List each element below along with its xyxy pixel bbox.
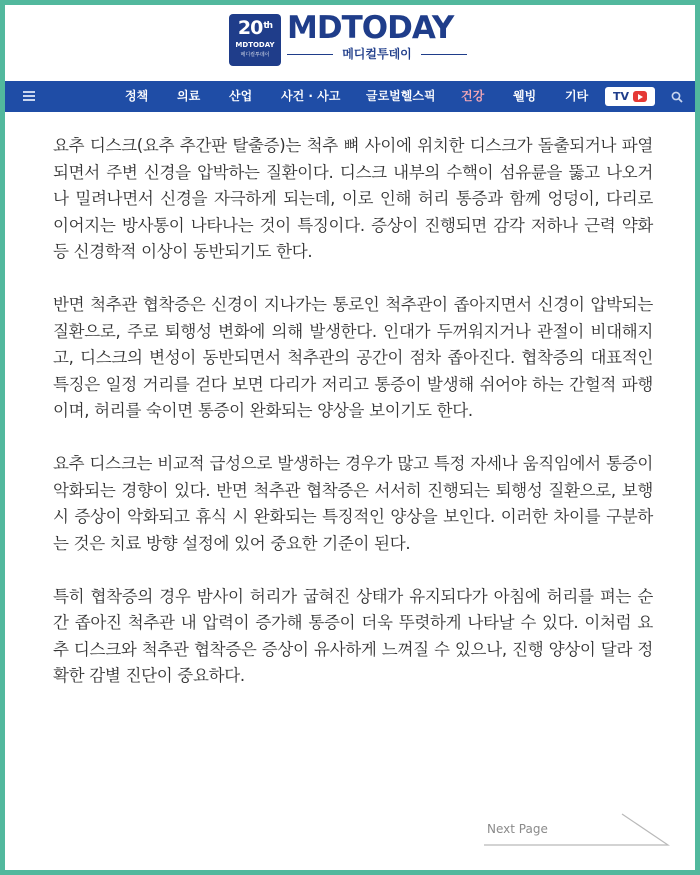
article-body — [53, 133, 653, 716]
tv-label: TV — [613, 90, 630, 103]
site-logo[interactable]: MDTODAY — [287, 10, 454, 46]
nav-item-wellbeing[interactable]: 웰빙 — [513, 89, 537, 103]
nav-item-health[interactable]: 건강 — [461, 89, 485, 103]
main-nav — [5, 81, 695, 112]
nav-item-industry[interactable]: 산업 — [229, 89, 253, 103]
tagline-divider-right — [421, 54, 467, 55]
article-paragraph: 요추 디스크(요추 추간판 탈출증)는 척추 뼈 사이에 위치한 디스크가 돌출되거나 파열되면서 주변 신경을 압박하는 질환이다. 디스크 내부의 수핵이 섬유륜을 뚫고 나오거나 밀려나면서 신경을 자극하게 되는데, 이로 인해 허리 통증과 함께 엉덩이, 다리로 이어지는 방사통이 나타나는 것이 특징이다. 증상이 진행되면 감각 저하나 근력 약화 등 신경학적 이상이 동반되기도 한다. — [53, 136, 653, 261]
next-page-link[interactable]: Next Page — [487, 822, 548, 836]
nav-item-etc[interactable]: 기타 — [565, 89, 589, 103]
badge-number: 20th — [237, 17, 273, 39]
tv-button[interactable] — [605, 87, 655, 106]
nav-item-medical[interactable]: 의료 — [177, 89, 201, 103]
site-tagline-row — [287, 46, 467, 62]
article-paragraph: 요추 디스크는 비교적 급성으로 발생하는 경우가 많고 특정 자세나 움직임에서 통증이 악화되는 경향이 있다. 반면 척추관 협착증은 서서히 진행되는 퇴행성 질환으로, 보행 시 증상이 악화되고 휴식 시 완화되는 특징적인 양상을 보인다. 이러한 차이를 구분하는 것은 치료 방향 설정에 있어 중요한 기준이 된다. — [53, 454, 653, 553]
play-icon — [633, 91, 647, 102]
site-header — [0, 0, 690, 76]
hamburger-icon[interactable] — [23, 91, 35, 101]
badge-text: MDTODAY — [235, 41, 275, 49]
site-tagline: 메디컬투데이 — [342, 47, 412, 61]
tagline-divider-left — [287, 54, 333, 55]
nav-item-incidents[interactable]: 사건 · 사고 — [281, 89, 341, 103]
next-page-arrow-icon[interactable] — [484, 812, 674, 848]
nav-item-policy[interactable]: 정책 — [125, 89, 149, 103]
article-paragraph: 특히 협착증의 경우 밤사이 허리가 굽혀진 상태가 유지되다가 아침에 허리를 펴는 순간 좁아진 척추관 내 압력이 증가해 통증이 더욱 뚜렷하게 나타날 수 있다. 이처럼 요추 디스크와 척추관 협착증은 증상이 유사하게 느껴질 수 있으나, 진행 양상이 달라 정확한 감별 진단이 중요하다. — [53, 586, 653, 685]
anniversary-badge[interactable] — [229, 14, 281, 66]
badge-subtext: 메디컬투데이 — [240, 52, 270, 58]
nav-item-global-health[interactable]: 글로벌헬스픽 — [366, 89, 436, 103]
search-icon[interactable] — [671, 91, 683, 103]
article-paragraph: 반면 척추관 협착증은 신경이 지나가는 통로인 척추관이 좁아지면서 신경이 압박되는 질환으로, 주로 퇴행성 변화에 의해 발생한다. 인대가 두꺼워지거나 관절이 비대해지고, 디스크의 변성이 동반되면서 척추관의 공간이 점차 좁아진다. 협착증의 대표적인 특징은 일정 거리를 걷다 보면 다리가 저리고 통증이 발생해 쉬어야 하는 간헐적 파행이며, 허리를 숙이면 통증이 완화되는 양상을 보이기도 한다. — [53, 295, 653, 420]
